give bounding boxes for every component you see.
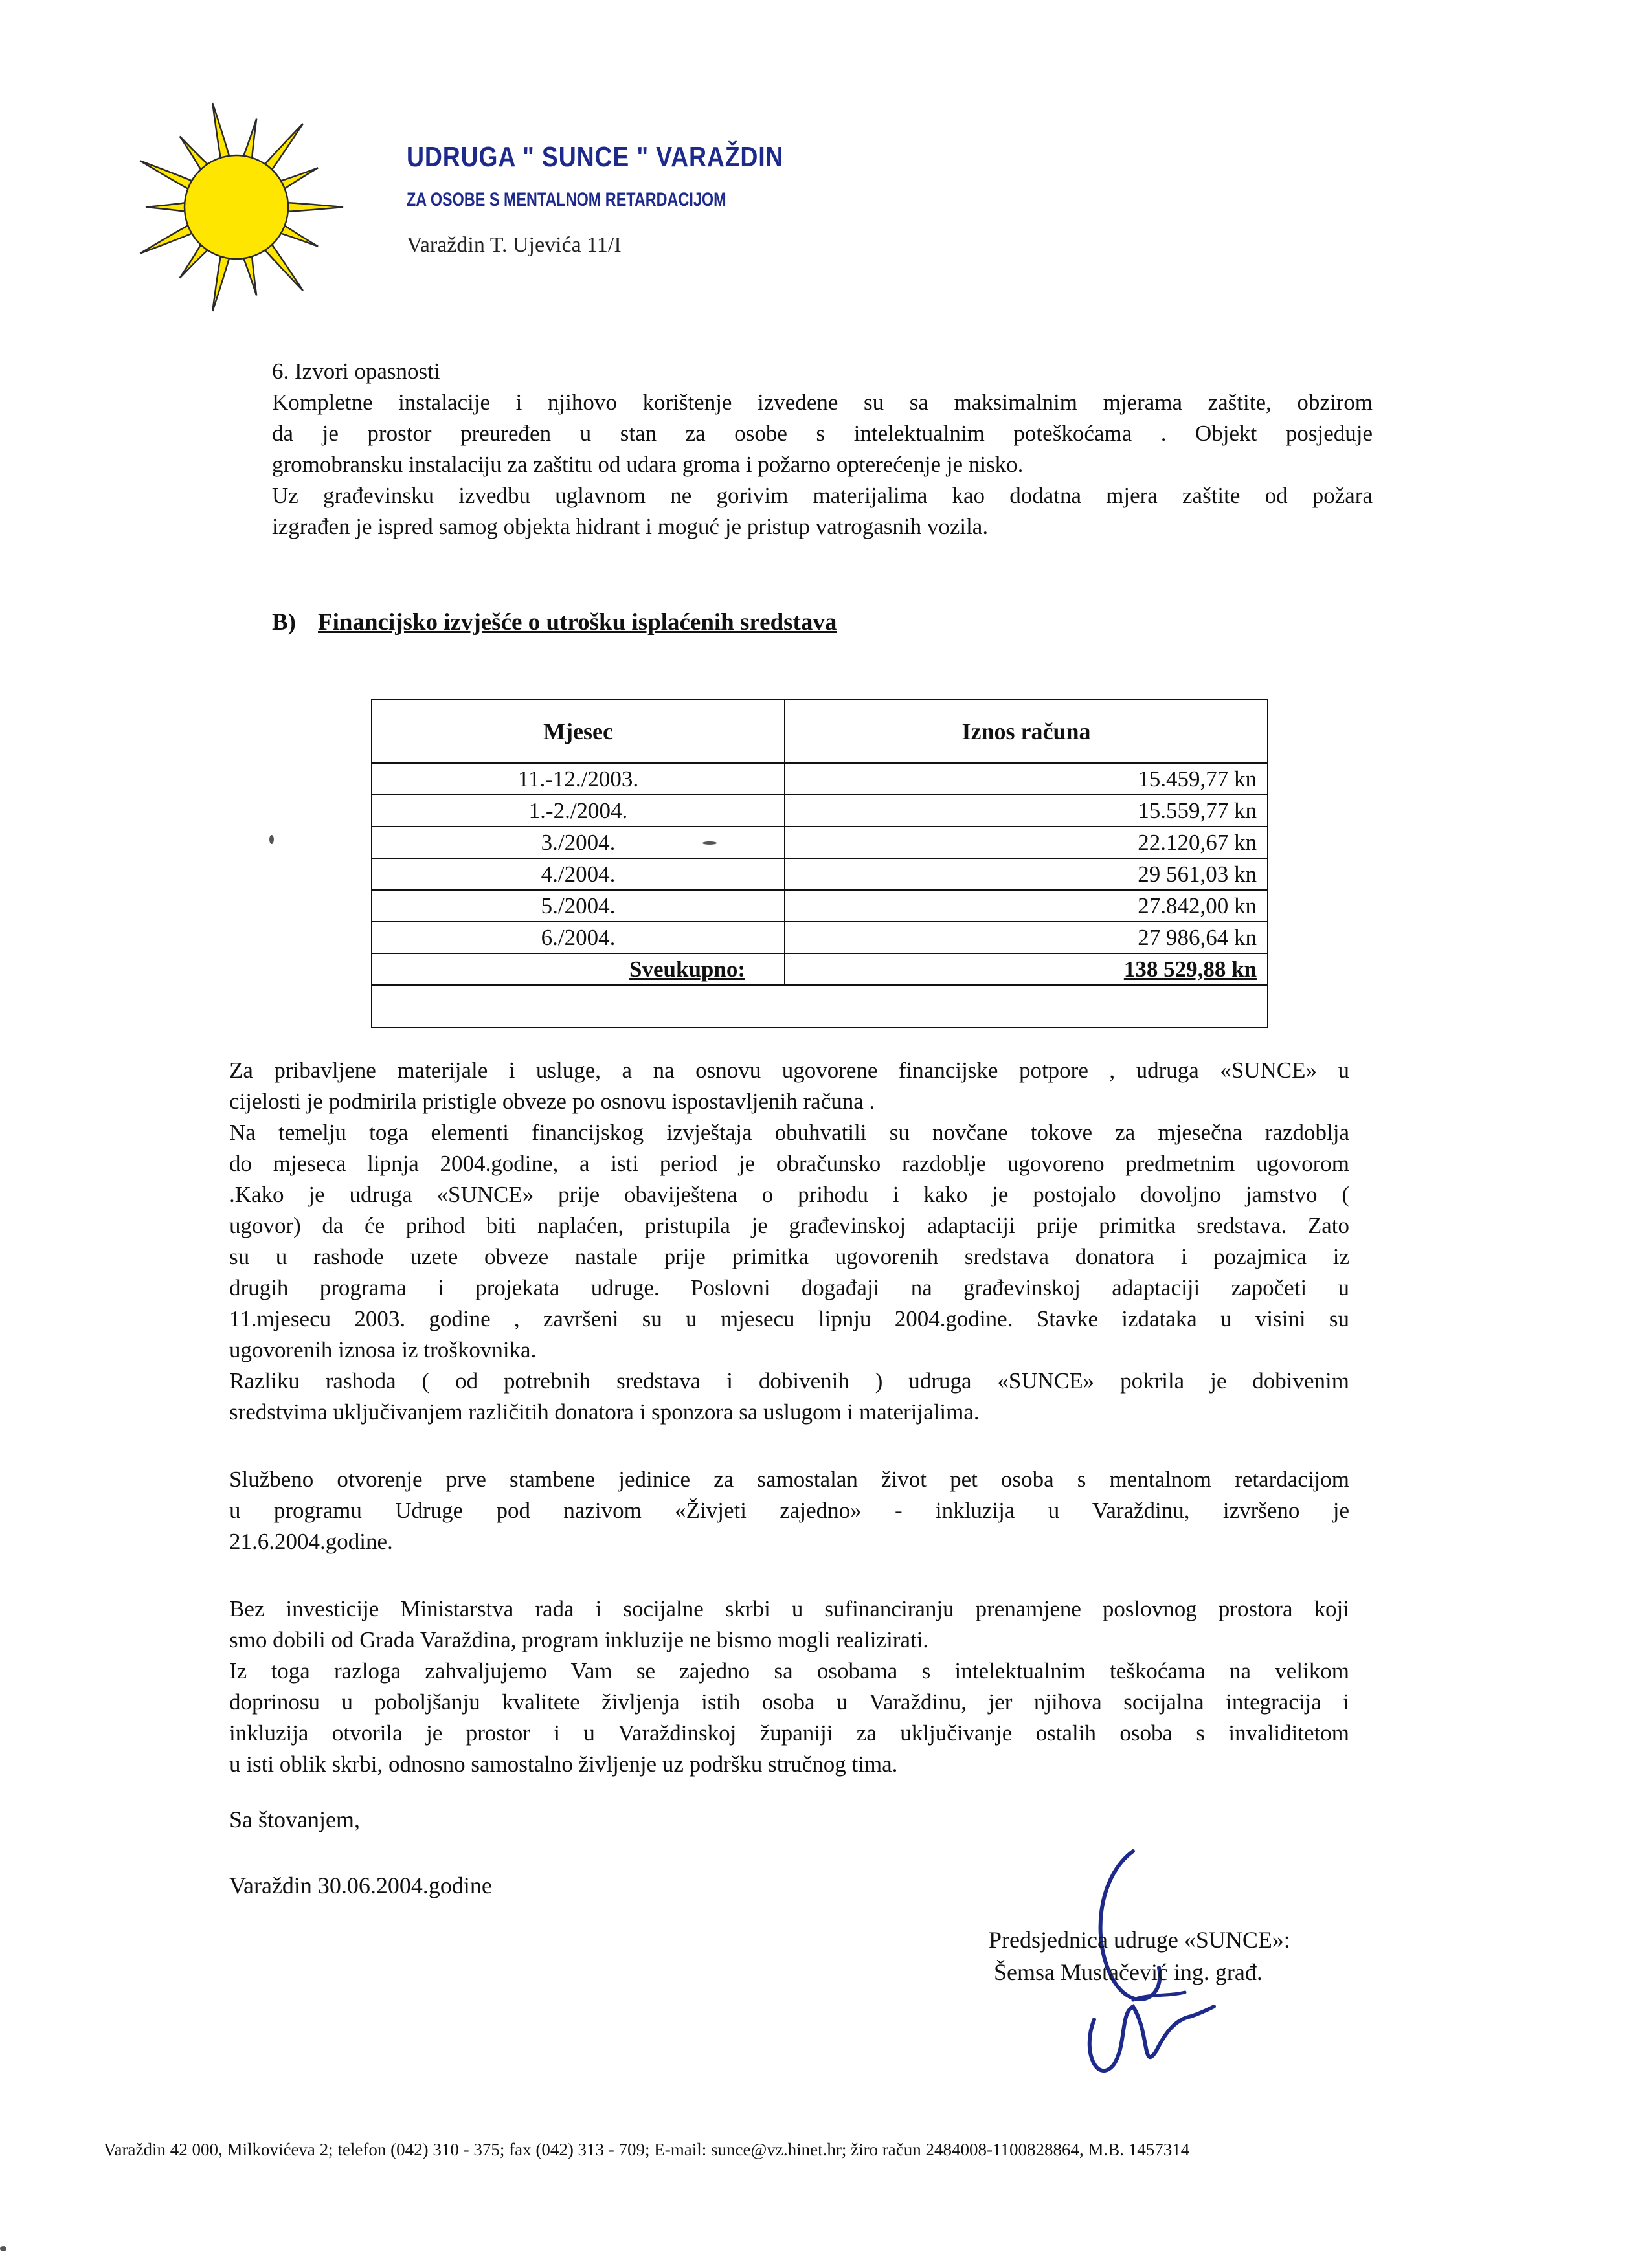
sun-ray — [287, 203, 343, 212]
text-line: Kompletne instalacije i njihovo korištenje izvedene su sa maksimalnim mjerama zaštite, obzirom — [272, 390, 1373, 415]
text-line: izgrađen je ispred samog objekta hidrant i moguć je pristup vatrogasnih vozila. — [272, 514, 989, 539]
sun-logo-icon — [126, 97, 346, 317]
text-line: do mjeseca lipnja 2004.godine, a isti period je obračunsko razdoblje ugovoreno predmetnim ugovorom — [229, 1151, 1349, 1176]
total-value: 138 529,88 kn — [785, 953, 1268, 985]
sun-ray — [264, 124, 303, 171]
month-cell: 3./2004. — [372, 827, 785, 858]
text-line: Za pribavljene materijale i usluge, a na osnovu ugovorene financijske potpore , udruga «SUNCE» u — [229, 1058, 1349, 1083]
table-blank-cell — [372, 985, 1268, 1028]
total-label: Sveukupno: — [372, 953, 785, 985]
sun-ray — [140, 225, 193, 253]
text-line: sredstvima uključivanjem različitih donatora i sponzora sa uslugom i materijalima. — [229, 1399, 980, 1425]
text-line: Bez investicije Ministarstva rada i socijalne skrbi u sufinanciranju prenamjene poslovnog prostora koji — [229, 1596, 1349, 1621]
paragraph-opening — [229, 1464, 1349, 1557]
amount-cell: 22.120,67 kn — [785, 827, 1268, 858]
text-line: gromobransku instalaciju za zaštitu od udara groma i požarno opterećenje je nisko. — [272, 452, 1024, 477]
sun-ray — [243, 119, 256, 159]
col-amount-header: Iznos računa — [785, 700, 1268, 763]
col-month-header: Mjesec — [372, 700, 785, 763]
table-row — [372, 827, 1268, 858]
signer-block — [989, 1924, 1290, 1988]
text-line: Razliku rashoda ( od potrebnih sredstava i dobivenih ) udruga «SUNCE» pokrila je dobivenim — [229, 1368, 1349, 1394]
section-6 — [272, 356, 1373, 542]
sun-ray — [280, 225, 318, 246]
sun-ray — [243, 255, 256, 295]
sun-ray — [212, 255, 229, 311]
table-row — [372, 922, 1268, 953]
sun-ray — [140, 161, 193, 189]
text-line: doprinosu u poboljšanju kvalitete življenja istih osoba u Varaždinu, jer njihova socijalna integracija i — [229, 1689, 1349, 1715]
amount-cell: 15.459,77 kn — [785, 763, 1268, 795]
month-cell: 11.-12./2003. — [372, 763, 785, 795]
text-line: inkluzija otvorila je prostor i u Varaždinskoj županiji za uključivanje ostalih osoba s invaliditetom — [229, 1720, 1349, 1746]
amount-cell: 15.559,77 kn — [785, 795, 1268, 827]
text-line: smo dobili od Grada Varaždina, program inkluzije ne bismo mogli realizirati. — [229, 1627, 929, 1652]
section-b-heading — [272, 608, 837, 636]
text-line: 11.mjesecu 2003. godine , završeni su u mjesecu lipnju 2004.godine. Stavke izdataka u visini su — [229, 1306, 1349, 1331]
paragraph-thanks — [229, 1594, 1349, 1780]
text-line: su u rashode uzete obveze nastale prije primitka ugovorenih sredstava donatora i pozajmica iz — [229, 1244, 1349, 1269]
sun-ray — [264, 243, 303, 291]
scan-speck — [269, 835, 274, 844]
amount-cell: 29 561,03 kn — [785, 858, 1268, 890]
table-row — [372, 763, 1268, 795]
signer-title: Predsjednica udruge «SUNCE»: — [989, 1927, 1290, 1953]
section-b-label: B) — [272, 609, 296, 636]
section-b-title: Financijsko izvješće o utrošku isplaćenih sredstava — [318, 609, 837, 636]
text-line: drugih programa i projekata udruge. Poslovni događaji na građevinskoj adaptaciji započeti u — [229, 1275, 1349, 1300]
table-total-row — [372, 953, 1268, 985]
sun-ray — [280, 168, 318, 189]
text-line: cijelosti je podmirila pristigle obveze po osnovu ispostavljenih računa . — [229, 1089, 875, 1114]
text-line: Iz toga razloga zahvaljujemo Vam se zajedno sa osobama s intelektualnim teškoćama na velikom — [229, 1658, 1349, 1684]
signer-name: Šemsa Mustačević ing. građ. — [994, 1959, 1263, 1985]
amount-cell: 27 986,64 kn — [785, 922, 1268, 953]
month-cell: 1.-2./2004. — [372, 795, 785, 827]
org-subtitle: ZA OSOBE S MENTALNOM RETARDACIJOM — [407, 189, 726, 210]
sun-ray — [146, 203, 186, 212]
section-6-heading: 6. Izvori opasnosti — [272, 359, 440, 384]
paragraph-financial — [229, 1055, 1349, 1428]
text-line: 21.6.2004.godine. — [229, 1529, 393, 1554]
org-name: UDRUGA " SUNCE " VARAŽDIN — [407, 141, 784, 173]
text-line: ugovorenih iznosa iz troškovnika. — [229, 1337, 537, 1362]
text-line: .Kako je udruga «SUNCE» prije obaviještena o prihodu i kako je postojalo dovoljno jamstvo ( — [229, 1182, 1349, 1207]
table-row — [372, 890, 1268, 922]
text-line: ugovor) da će prihod biti naplaćen, pristupila je građevinskoj adaptaciji prije primitka sredstava. Zato — [229, 1213, 1349, 1238]
month-cell: 5./2004. — [372, 890, 785, 922]
table-blank-row — [372, 985, 1268, 1028]
month-cell: 4./2004. — [372, 858, 785, 890]
text-line: Na temelju toga elementi financijskog izvještaja obuhvatili su novčane tokove za mjesečna razdoblja — [229, 1120, 1349, 1145]
text-line: Službeno otvorenje prve stambene jedinice za samostalan život pet osoba s mentalnom retardacijom — [229, 1467, 1349, 1492]
table-row — [372, 858, 1268, 890]
org-address: Varaždin T. Ujevića 11/I — [407, 233, 622, 257]
text-line: Uz građevinsku izvedbu uglavnom ne gorivim materijalima kao dodatna mjera zaštite od požara — [272, 483, 1373, 508]
text-line: u programu Udruge pod nazivom «Živjeti zajedno» - inkluzija u Varaždinu, izvršeno je — [229, 1498, 1349, 1523]
closing-place-date: Varaždin 30.06.2004.godine — [229, 1873, 492, 1898]
scan-speck — [702, 841, 717, 845]
month-cell: 6./2004. — [372, 922, 785, 953]
table-header-row — [372, 700, 1268, 763]
amount-cell: 27.842,00 kn — [785, 890, 1268, 922]
sun-ray — [212, 103, 229, 159]
closing-greeting: Sa štovanjem, — [229, 1807, 360, 1832]
table-row — [372, 795, 1268, 827]
financial-table — [371, 699, 1268, 1028]
footer-contact: Varaždin 42 000, Milkovićeva 2; telefon (042) 310 - 375; fax (042) 313 - 709; E-mail: sunce@vz.hinet.hr; žiro račun 2484008-1100828864, M.B. 1457314 — [104, 2140, 1190, 2159]
section-6-text — [272, 387, 1373, 542]
text-line: u isti oblik skrbi, odnosno samostalno življenje uz podršku stručnog tima. — [229, 1751, 898, 1777]
scan-speck — [0, 2246, 6, 2251]
text-line: da je prostor preuređen u stan za osobe s intelektualnim poteškoćama . Objekt posjeduje — [272, 421, 1373, 446]
